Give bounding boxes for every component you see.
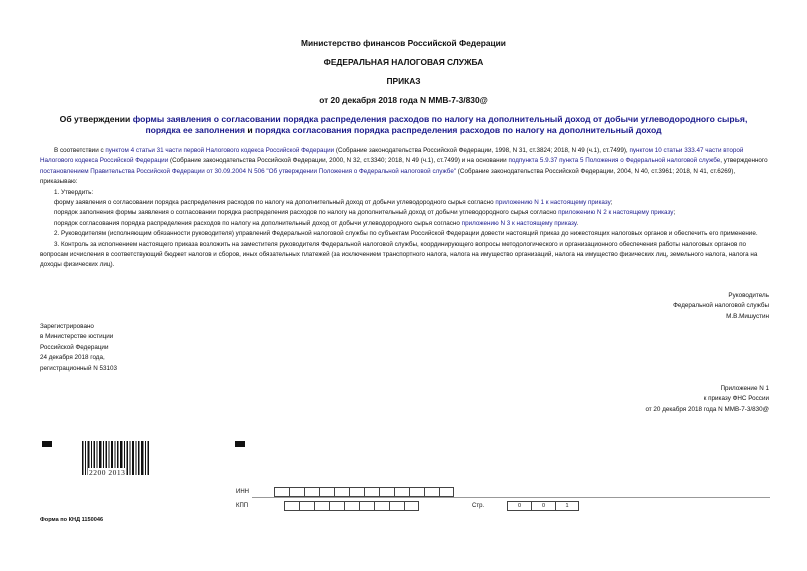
kpp-cell[interactable] <box>389 501 404 511</box>
registration-line: в Министерстве юстиции <box>40 333 114 341</box>
inn-cell[interactable] <box>319 487 334 497</box>
item-end: ; <box>673 209 676 217</box>
signature-name: М.В.Мишустин <box>726 312 769 320</box>
link-appendix-2[interactable]: приложению N 2 к настоящему приказу <box>558 209 674 217</box>
title-link-procedure[interactable]: порядка ее заполнения <box>145 125 245 135</box>
page-cell: 1 <box>555 501 579 511</box>
preamble-text: (Собрание законодательства Российской Федерации, 1998, N 31, ст.3824; 2018, N 49 (ч.1), ст.7499), <box>334 147 630 154</box>
item-2: 2. Руководителям (исполняющим обязанности руководителя) управлений Федеральной налоговой службы по субъектам Российской Федерации довести настоящий приказ до нижестоящих налоговых органов и обеспечить его применение. <box>54 230 758 238</box>
inn-cell[interactable] <box>424 487 439 497</box>
kpp-cell[interactable] <box>314 501 329 511</box>
preamble-text: (Собрание законодательства Российской Федерации, 2000, N 32, ст.3340; 2018, N 49 (ч.1), ст.7499) и на основании <box>168 157 509 165</box>
inn-cell[interactable] <box>304 487 319 497</box>
service-heading: ФЕДЕРАЛЬНАЯ НАЛОГОВАЯ СЛУЖБА <box>323 57 484 67</box>
page-label: Стр. <box>472 503 485 509</box>
title-line-1 <box>0 114 807 124</box>
link-subpoint-5-9-37[interactable]: подпункта 5.9.37 пункта 5 Положения о Федеральной налоговой службе <box>508 157 721 165</box>
knd-form-label: Форма по КНД 1150046 <box>40 517 104 523</box>
item-end: ; <box>610 199 613 207</box>
form-divider <box>252 497 770 498</box>
preamble-text: В соответствии с <box>54 147 106 154</box>
preamble-text: , утвержденного <box>720 157 768 165</box>
kpp-cell[interactable] <box>404 501 419 511</box>
title-link-form[interactable]: формы заявления о согласовании порядка распределения расходов по налогу на дополнительный доход от добычи углеводородного сырья, <box>132 114 748 124</box>
link-article-333-47[interactable]: пунктом 10 статьи 333.47 части второй Налогового кодекса Российской Федерации <box>40 147 744 165</box>
kpp-label: КПП <box>236 503 249 509</box>
item-1a <box>40 198 768 208</box>
appendix-line: от 20 декабря 2018 года N ММВ-7-3/830@ <box>645 405 769 413</box>
page-cell: 0 <box>531 501 555 511</box>
kpp-cells[interactable] <box>284 501 419 511</box>
link-article-31[interactable]: пунктом 4 статьи 31 части первой Налогового кодекса Российской Федерации <box>105 147 335 154</box>
item-1: 1. Утвердить: <box>54 188 94 196</box>
registration-line: Зарегистрировано <box>40 323 94 330</box>
item-text: форму заявления о согласовании порядка распределения расходов по налогу на дополнительный доход от добычи углеводородного сырья согласно <box>54 199 496 207</box>
appendix-line: Приложение N 1 <box>720 385 769 392</box>
page-cell: 0 <box>507 501 531 511</box>
marker-square-left <box>42 441 52 447</box>
kpp-cell[interactable] <box>374 501 389 511</box>
title-mid: и <box>244 125 256 135</box>
kpp-cell[interactable] <box>344 501 359 511</box>
link-appendix-3[interactable]: приложению N 3 к настоящему приказу <box>461 219 577 227</box>
inn-cells[interactable] <box>274 487 454 497</box>
signature-block <box>469 291 769 322</box>
inn-cell[interactable] <box>274 487 289 497</box>
preamble-text: (Собрание законодательства Российской Федерации, 2004, N 40, ст.3961; 2018, N 41, ст.6269), <box>456 167 736 175</box>
title-link-agreement[interactable]: порядка согласования порядка распределения расходов по налогу на дополнительный доход <box>255 125 662 135</box>
item-end: . <box>576 219 579 227</box>
inn-cell[interactable] <box>289 487 304 497</box>
inn-cell[interactable] <box>334 487 349 497</box>
item-1c <box>40 219 768 229</box>
item-text: порядок заполнения формы заявления о согласовании порядка распределения расходов по налогу на дополнительный доход от добычи углеводородного сырья согласно <box>54 209 559 217</box>
ministry-heading: Министерство финансов Российской Федерации <box>301 38 506 48</box>
kpp-cell[interactable] <box>329 501 344 511</box>
registration-line: 24 декабря 2018 года, <box>40 354 105 362</box>
inn-label: ИНН <box>236 489 249 495</box>
item-3: 3. Контроль за исполнением настоящего приказа возложить на заместителя руководителя Федеральной налоговой службы, координирующего вопросы методологического и организационного обеспечения работы налоговых органов по вопросам исчисления в соответствующий бюджет налогов и сборов, иных обязательных платежей (за исключением транспортного налога, налога на имущество организаций, налога на имущество физических лиц, земельного налога, налога на доходы физических лиц). <box>40 240 758 269</box>
appendix-block <box>469 384 769 415</box>
registration-block <box>40 322 240 374</box>
appendix-line: к приказу ФНС России <box>703 395 769 403</box>
signature-org: Федеральной налоговой службы <box>673 302 769 310</box>
barcode-number: 2200 2013 <box>89 468 126 477</box>
link-resolution-506[interactable]: постановлением Правительства Российской Федерации от 30.09.2004 N 506 "Об утверждении Положения о Федеральной налоговой службе" <box>40 167 457 175</box>
item-text: порядок согласования порядка распределения расходов по налогу на дополнительный доход от добычи углеводородного сырья согласно <box>54 219 462 227</box>
inn-cell[interactable] <box>349 487 364 497</box>
inn-cell[interactable] <box>409 487 424 497</box>
title-prefix: Об утверждении <box>59 114 133 124</box>
doc-type-heading: ПРИКАЗ <box>386 76 421 86</box>
order-body <box>40 146 768 271</box>
registration-line: Российской Федерации <box>40 343 109 351</box>
kpp-cell[interactable] <box>299 501 314 511</box>
link-appendix-1[interactable]: приложению N 1 к настоящему приказу <box>495 199 611 207</box>
preamble-paragraph <box>40 146 768 177</box>
kpp-cell[interactable] <box>284 501 299 511</box>
kpp-cell[interactable] <box>359 501 374 511</box>
page-cells <box>507 501 579 511</box>
doc-date-heading: от 20 декабря 2018 года N ММВ-7-3/830@ <box>319 95 488 105</box>
title-line-2 <box>0 125 807 135</box>
signature-title: Руководитель <box>728 292 769 299</box>
inn-cell[interactable] <box>364 487 379 497</box>
item-1b <box>40 208 768 218</box>
marker-square-right <box>235 441 245 447</box>
ordered-line: приказываю: <box>40 178 78 186</box>
inn-cell[interactable] <box>379 487 394 497</box>
inn-cell[interactable] <box>394 487 409 497</box>
inn-cell[interactable] <box>439 487 454 497</box>
registration-line: регистрационный N 53103 <box>40 364 118 372</box>
